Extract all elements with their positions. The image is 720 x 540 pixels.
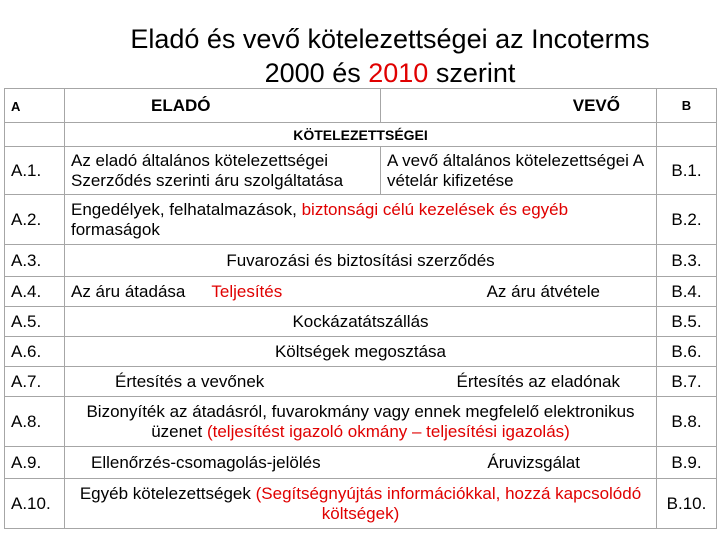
obligations-left-spacer (5, 123, 65, 147)
a-code: A.10. (5, 479, 65, 529)
table-row (5, 147, 717, 195)
buyer-header-label: VEVŐ (572, 95, 620, 115)
a-code: A.2. (5, 195, 65, 245)
seller-general-obligations: Az eladó általános kötelezettségei Szerződés szerinti áru szolgáltatása (65, 147, 381, 195)
page-title (70, 22, 710, 90)
table-row (5, 397, 717, 447)
table-row (5, 367, 717, 397)
table-row (5, 447, 717, 479)
a-code: A.8. (5, 397, 65, 447)
incoterms-table (4, 88, 717, 529)
buyer-general-obligations: A vevő általános kötelezettségei A vételár kifizetése (381, 147, 657, 195)
performance-text: Teljesítés (211, 281, 283, 301)
seller-header-label: ELADÓ (151, 95, 211, 115)
table-row (5, 195, 717, 245)
delivery-cell (65, 277, 657, 307)
b-code: B.5. (657, 307, 717, 337)
a-code: A.1. (5, 147, 65, 195)
a-code: A.6. (5, 337, 65, 367)
table-row (5, 245, 717, 277)
a-column-label: A (5, 89, 65, 123)
notices-cell (65, 367, 657, 397)
inspection-of-goods: Áruvizsgálat (487, 452, 580, 472)
seller-header (65, 89, 381, 123)
title-line-1: Eladó és vevő kötelezettségei az Incoterms (130, 24, 650, 54)
a-code: A.9. (5, 447, 65, 479)
b-code: B.1. (657, 147, 717, 195)
b-code: B.4. (657, 277, 717, 307)
delivery-document-cell (65, 397, 657, 447)
licences-cell (65, 195, 657, 245)
notice-to-buyer: Értesítés a vevőnek (115, 371, 265, 391)
other-obligations-cell (65, 479, 657, 529)
table-row (5, 337, 717, 367)
formalities-text: formaságok (71, 219, 160, 239)
security-clearance-text: biztonsági célú kezelések és egyéb (301, 199, 569, 219)
table-row (5, 307, 717, 337)
table-row (5, 277, 717, 307)
transfer-of-risks: Kockázatátszállás (65, 307, 657, 337)
notice-to-seller: Értesítés az eladónak (456, 371, 620, 391)
b-code: B.6. (657, 337, 717, 367)
a-code: A.7. (5, 367, 65, 397)
allocation-of-costs: Költségek megosztása (65, 337, 657, 367)
obligations-label: KÖTELEZETTSÉGEI (65, 123, 657, 147)
b-column-label: B (657, 89, 717, 123)
assistance-with-information-text: (Segítségnyújtás információkkal, hozzá kapcsolódó költségek) (255, 483, 642, 523)
title-years-start: 2000 és (264, 58, 361, 88)
obligations-right-spacer (657, 123, 717, 147)
a-code: A.3. (5, 245, 65, 277)
title-year-2010: 2010 (368, 58, 429, 88)
b-code: B.9. (657, 447, 717, 479)
title-years-end: szerint (435, 58, 516, 88)
obligations-row (5, 123, 717, 147)
delivery-proof-text: Bizonyíték az átadásról, fuvarokmány vagy ennek megfelelő elektronikus üzenet (86, 401, 635, 441)
buyer-header (381, 89, 657, 123)
carriage-insurance-contract: Fuvarozási és biztosítási szerződés (65, 245, 657, 277)
table-row (5, 479, 717, 529)
checking-cell (65, 447, 657, 479)
performance-certificate-text: (teljesítést igazoló okmány – teljesítési igazolás) (206, 421, 570, 441)
header-row (5, 89, 717, 123)
checking-packaging-marking: Ellenőrzés-csomagolás-jelölés (91, 452, 321, 472)
b-code: B.10. (657, 479, 717, 529)
taking-delivery-text: Az áru átvétele (486, 281, 600, 301)
other-obligations-text: Egyéb kötelezettségek (79, 483, 251, 503)
licences-text: Engedélyek, felhatalmazások, (71, 199, 297, 219)
b-code: B.8. (657, 397, 717, 447)
a-code: A.4. (5, 277, 65, 307)
b-code: B.3. (657, 245, 717, 277)
title-line-2 (70, 56, 710, 90)
delivery-text: Az áru átadása (71, 281, 186, 301)
a-code: A.5. (5, 307, 65, 337)
b-code: B.7. (657, 367, 717, 397)
b-code: B.2. (657, 195, 717, 245)
